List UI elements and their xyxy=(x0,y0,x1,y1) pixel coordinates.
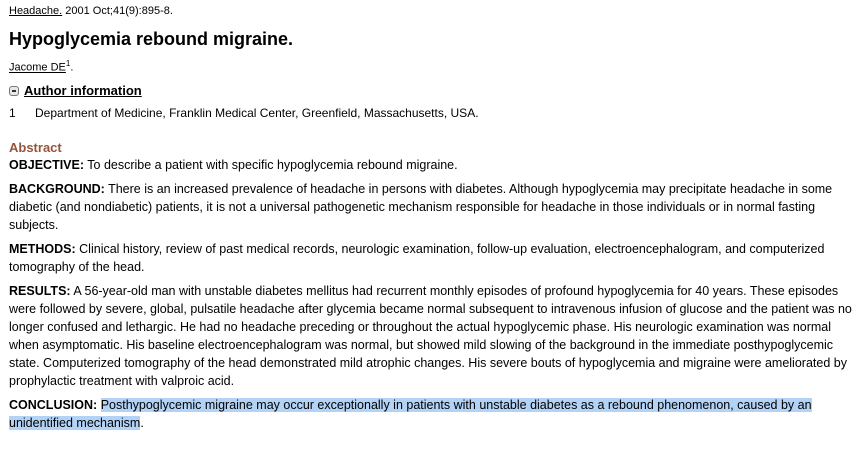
journal-link[interactable]: Headache. xyxy=(9,5,63,17)
abstract-section-objective xyxy=(9,156,861,174)
citation xyxy=(9,4,173,18)
abstract-section-results xyxy=(9,282,861,390)
author-information-toggle[interactable] xyxy=(9,82,142,99)
citation-details: 2001 Oct;41(9):895-8. xyxy=(65,5,173,17)
affiliation-number: 1 xyxy=(9,106,16,120)
author-list xyxy=(9,57,73,75)
section-label: OBJECTIVE: xyxy=(9,158,85,172)
section-label: RESULTS: xyxy=(9,284,71,298)
section-label: BACKGROUND: xyxy=(9,182,105,196)
affiliation xyxy=(9,105,479,121)
author-information-label[interactable]: Author information xyxy=(24,83,142,98)
section-label: CONCLUSION: xyxy=(9,398,98,412)
section-label: METHODS: xyxy=(9,242,76,256)
author-trail: . xyxy=(70,61,74,74)
selected-text[interactable]: Posthypoglycemic migraine may occur exceptionally in patients with unstable diabetes as a rebound phenomenon, caused by an unidentified mechanism xyxy=(9,398,812,430)
abstract-body xyxy=(9,156,861,438)
abstract-heading: Abstract xyxy=(9,140,62,155)
abstract-section-methods xyxy=(9,240,861,276)
abstract-section-conclusion xyxy=(9,396,861,432)
section-text: A 56-year-old man with unstable diabetes mellitus had recurrent monthly episodes of profound hypoglycemia for 40 years. These episodes were followed by severe, global, pulsatile headache after glycemia became normal subsequent to intravenous infusion of glucose and the patient was no longer confused and lethargic. He had no headache preceding or throughout the actual hypoglycemic phase. His neurologic examination was normal when asymptomatic. His baseline electroencephalogram was normal, but showed mild slowing of the background in the immediate posthypoglycemic state. Computerized tomography of the head demonstrated mild atrophic changes. His severe bouts of hypoglycemia and migraine were ameliorated by prophylactic treatment with valproic acid. xyxy=(9,284,852,388)
section-text: Clinical history, review of past medical records, neurologic examination, follow-up evaluation, electroencephalogram, and computerized tomography of the head. xyxy=(9,242,825,274)
section-text: There is an increased prevalence of headache in persons with diabetes. Although hypoglycemia may precipitate headache in some diabetic (and nondiabetic) patients, it is not a universal pathogenetic mechanism responsible for headache in those individuals or in normal fasting subjects. xyxy=(9,182,833,232)
author-link[interactable]: Jacome DE xyxy=(9,61,66,74)
abstract-section-background xyxy=(9,180,861,234)
section-trail: . xyxy=(140,416,144,430)
affiliation-ref: 1 xyxy=(65,59,71,68)
affiliation-text: Department of Medicine, Franklin Medical Center, Greenfield, Massachusetts, USA. xyxy=(35,106,479,120)
collapse-minus-icon[interactable] xyxy=(9,86,19,96)
section-text: To describe a patient with specific hypoglycemia rebound migraine. xyxy=(87,158,458,172)
article-title: Hypoglycemia rebound migraine. xyxy=(9,29,294,49)
